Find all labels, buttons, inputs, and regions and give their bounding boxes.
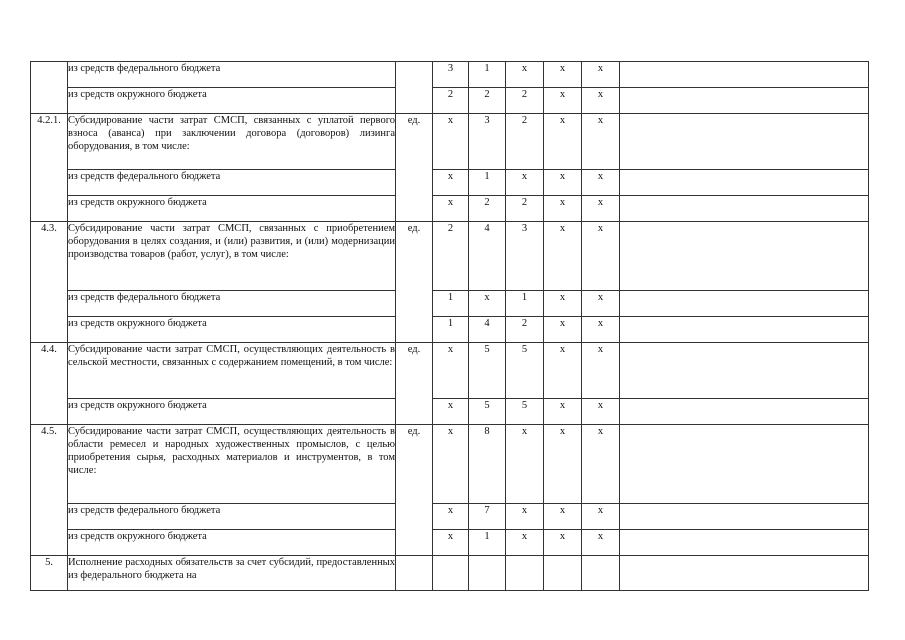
notes-cell (620, 530, 869, 556)
table-row-item (31, 222, 869, 291)
value-cell-3: 2 (506, 114, 544, 170)
value-cell-5: x (582, 317, 620, 343)
value-cell-3: 5 (506, 343, 544, 399)
notes-cell (620, 317, 869, 343)
value-cell-4: x (544, 88, 582, 114)
funding-source-label: из средств окружного бюджета (68, 88, 396, 114)
table-row-source (31, 196, 869, 222)
value-cell-4: x (544, 504, 582, 530)
unit-of-measure (396, 62, 433, 114)
notes-cell (620, 170, 869, 196)
value-cell-4: x (544, 114, 582, 170)
value-cell-4: x (544, 425, 582, 504)
value-cell-4 (544, 556, 582, 591)
table-row-item (31, 343, 869, 399)
notes-cell (620, 291, 869, 317)
value-cell-3: x (506, 530, 544, 556)
value-cell-3: 5 (506, 399, 544, 425)
value-cell-1: x (433, 425, 469, 504)
value-cell-3: 2 (506, 196, 544, 222)
notes-cell (620, 196, 869, 222)
budget-indicators-table (30, 61, 869, 591)
value-cell-1: x (433, 504, 469, 530)
table-row-item (31, 556, 869, 591)
value-cell-4: x (544, 399, 582, 425)
value-cell-1: x (433, 170, 469, 196)
value-cell-1: 1 (433, 317, 469, 343)
value-cell-3: x (506, 425, 544, 504)
value-cell-2: 4 (469, 222, 506, 291)
value-cell-4: x (544, 222, 582, 291)
value-cell-3: x (506, 170, 544, 196)
funding-source-label: из средств федерального бюджета (68, 291, 396, 317)
notes-cell (620, 222, 869, 291)
table-body (31, 62, 869, 591)
value-cell-1: 2 (433, 222, 469, 291)
notes-cell (620, 343, 869, 399)
row-number: 4.3. (31, 222, 68, 343)
value-cell-2: 1 (469, 62, 506, 88)
table-row-item (31, 114, 869, 170)
notes-cell (620, 62, 869, 88)
table-row-source (31, 317, 869, 343)
funding-source-label: из средств окружного бюджета (68, 196, 396, 222)
unit-of-measure (396, 556, 433, 591)
value-cell-5 (582, 556, 620, 591)
table-row-source (31, 62, 869, 88)
funding-source-label: из средств окружного бюджета (68, 399, 396, 425)
table-row-item (31, 425, 869, 504)
value-cell-2: 3 (469, 114, 506, 170)
value-cell-4: x (544, 196, 582, 222)
value-cell-3: x (506, 504, 544, 530)
value-cell-5: x (582, 88, 620, 114)
value-cell-5: x (582, 114, 620, 170)
value-cell-5: x (582, 504, 620, 530)
notes-cell (620, 114, 869, 170)
value-cell-4: x (544, 62, 582, 88)
table-row-source (31, 504, 869, 530)
value-cell-2: 8 (469, 425, 506, 504)
table-row-source (31, 88, 869, 114)
item-description: Исполнение расходных обязательств за счет субсидий, предоставленных из федерального бюджета на (68, 556, 396, 591)
value-cell-5: x (582, 291, 620, 317)
value-cell-5: x (582, 196, 620, 222)
value-cell-2: 1 (469, 170, 506, 196)
value-cell-5: x (582, 170, 620, 196)
unit-of-measure: ед. (396, 222, 433, 343)
value-cell-4: x (544, 170, 582, 196)
value-cell-2: 4 (469, 317, 506, 343)
value-cell-2: 1 (469, 530, 506, 556)
value-cell-5: x (582, 425, 620, 504)
table-row-source (31, 170, 869, 196)
notes-cell (620, 88, 869, 114)
value-cell-5: x (582, 343, 620, 399)
row-number: 4.5. (31, 425, 68, 556)
unit-of-measure: ед. (396, 425, 433, 556)
item-description: Субсидирование части затрат СМСП, осуществляющих деятельность в области ремесел и народных художественных промыслов, с целью приобретения сырья, расходных материалов и инструментов, в том числе: (68, 425, 396, 504)
row-number: 5. (31, 556, 68, 591)
notes-cell (620, 556, 869, 591)
unit-of-measure: ед. (396, 114, 433, 222)
value-cell-3: 2 (506, 317, 544, 343)
value-cell-2: 5 (469, 399, 506, 425)
value-cell-5: x (582, 399, 620, 425)
funding-source-label: из средств федерального бюджета (68, 170, 396, 196)
value-cell-2 (469, 556, 506, 591)
table-row-source (31, 399, 869, 425)
value-cell-5: x (582, 222, 620, 291)
value-cell-2: x (469, 291, 506, 317)
value-cell-2: 2 (469, 196, 506, 222)
value-cell-1: x (433, 399, 469, 425)
item-description: Субсидирование части затрат СМСП, осуществляющих деятельность в сельской местности, связанных с содержанием помещений, в том числе: (68, 343, 396, 399)
unit-of-measure: ед. (396, 343, 433, 425)
value-cell-5: x (582, 530, 620, 556)
value-cell-4: x (544, 317, 582, 343)
funding-source-label: из средств федерального бюджета (68, 504, 396, 530)
value-cell-5: x (582, 62, 620, 88)
value-cell-4: x (544, 291, 582, 317)
value-cell-3: 3 (506, 222, 544, 291)
value-cell-2: 5 (469, 343, 506, 399)
item-description: Субсидирование части затрат СМСП, связанных с приобретением оборудования в целях создания, и (или) развития, и (или) модернизации производства товаров (работ, услуг), в том числе: (68, 222, 396, 291)
value-cell-1: x (433, 114, 469, 170)
value-cell-2: 2 (469, 88, 506, 114)
value-cell-4: x (544, 530, 582, 556)
funding-source-label: из средств окружного бюджета (68, 317, 396, 343)
value-cell-1: 2 (433, 88, 469, 114)
notes-cell (620, 425, 869, 504)
notes-cell (620, 399, 869, 425)
row-number: 4.4. (31, 343, 68, 425)
item-description: Субсидирование части затрат СМСП, связанных с уплатой первого взноса (аванса) при заключении договора (договоров) лизинга оборудования, в том числе: (68, 114, 396, 170)
row-number (31, 62, 68, 114)
notes-cell (620, 504, 869, 530)
funding-source-label: из средств федерального бюджета (68, 62, 396, 88)
value-cell-1: x (433, 530, 469, 556)
value-cell-1 (433, 556, 469, 591)
value-cell-4: x (544, 343, 582, 399)
table-row-source (31, 530, 869, 556)
table-row-source (31, 291, 869, 317)
value-cell-3: 1 (506, 291, 544, 317)
value-cell-3 (506, 556, 544, 591)
row-number: 4.2.1. (31, 114, 68, 222)
value-cell-3: x (506, 62, 544, 88)
funding-source-label: из средств окружного бюджета (68, 530, 396, 556)
value-cell-1: x (433, 343, 469, 399)
value-cell-2: 7 (469, 504, 506, 530)
value-cell-1: 1 (433, 291, 469, 317)
value-cell-1: 3 (433, 62, 469, 88)
value-cell-1: x (433, 196, 469, 222)
value-cell-3: 2 (506, 88, 544, 114)
